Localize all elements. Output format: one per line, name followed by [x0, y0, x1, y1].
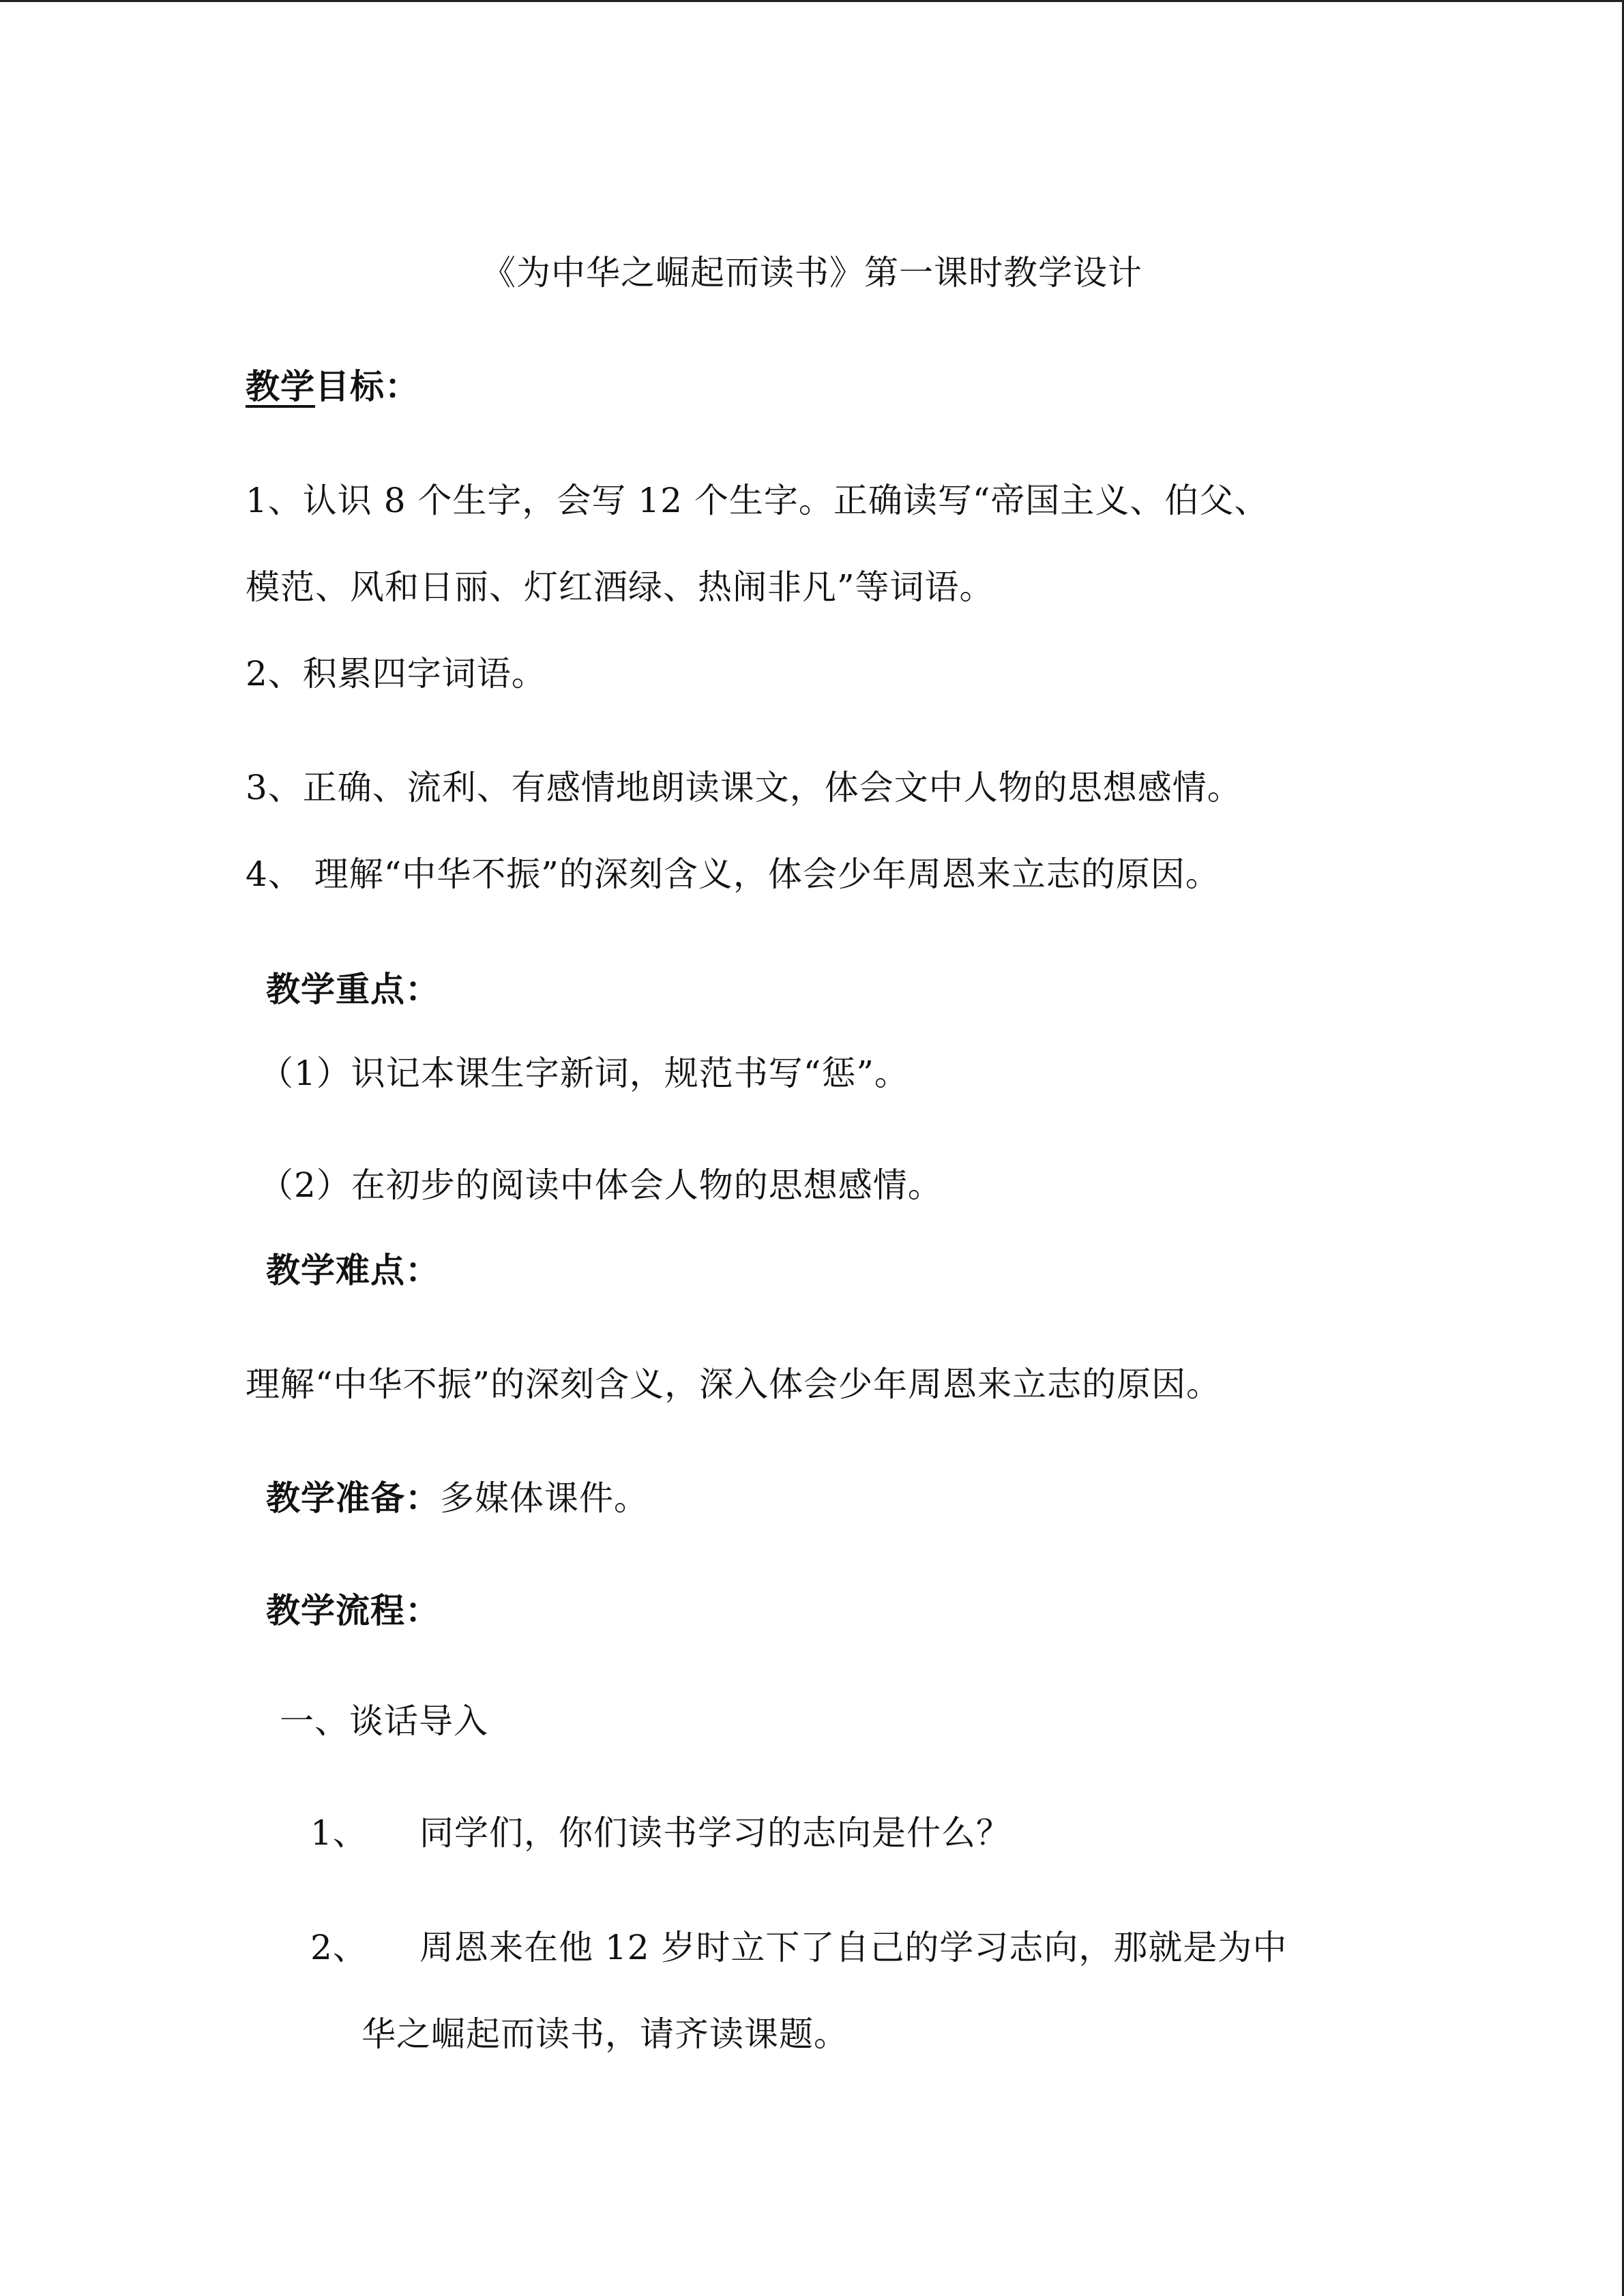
- preparation-text: 多媒体课件。: [440, 1478, 649, 1518]
- process-section-1: 一、谈话导入: [280, 1701, 488, 1741]
- difficulties-text: 理解“中华不振”的深刻含义，深入体会少年周恩来立志的原因。: [246, 1365, 1222, 1404]
- difficulties-heading: 教学难点：: [266, 1250, 440, 1290]
- objectives-heading-underlined: 教学: [246, 366, 315, 406]
- preparation-label: 教学准备：: [266, 1478, 440, 1518]
- objective-item-2: 2、积累四字词语。: [246, 654, 546, 694]
- process-step-2-text-line1: 周恩来在他 12 岁时立下了自己的学习志向，那就是为中: [419, 1928, 1288, 1967]
- key-points-heading: 教学重点：: [266, 969, 440, 1009]
- objective-item-1-continued: 模范、风和日丽、灯红酒绿、热闹非凡”等词语。: [246, 567, 994, 607]
- page-border-top: [0, 0, 1624, 2]
- preparation-line: [266, 1478, 649, 1519]
- key-point-item-2: （2）在初步的阅读中体会人物的思想感情。: [259, 1165, 943, 1205]
- key-point-item-1: （1）识记本课生字新词，规范书写“惩”。: [259, 1054, 909, 1093]
- process-step-2-number: 2、: [310, 1928, 368, 1967]
- objective-item-3: 3、正确、流利、有感情地朗读课文，体会文中人物的思想感情。: [246, 768, 1242, 807]
- process-step-1-text: 同学们，你们读书学习的志向是什么？: [419, 1813, 1011, 1853]
- objectives-heading: [246, 366, 419, 407]
- process-step-2-text-line2: 华之崛起而读书，请齐读课题。: [361, 2014, 848, 2054]
- document-title: 《为中华之崛起而读书》第一课时教学设计: [482, 253, 1142, 293]
- process-step-1-number: 1、: [310, 1813, 368, 1853]
- objective-item-1: 1、认识 8 个生字，会写 12 个生字。正确读写“帝国主义、伯父、: [246, 481, 1269, 520]
- objectives-heading-rest: 目标：: [315, 366, 419, 406]
- objective-item-4: 4、 理解“中华不振”的深刻含义，体会少年周恩来立志的原因。: [246, 854, 1220, 894]
- process-heading: 教学流程：: [266, 1590, 440, 1630]
